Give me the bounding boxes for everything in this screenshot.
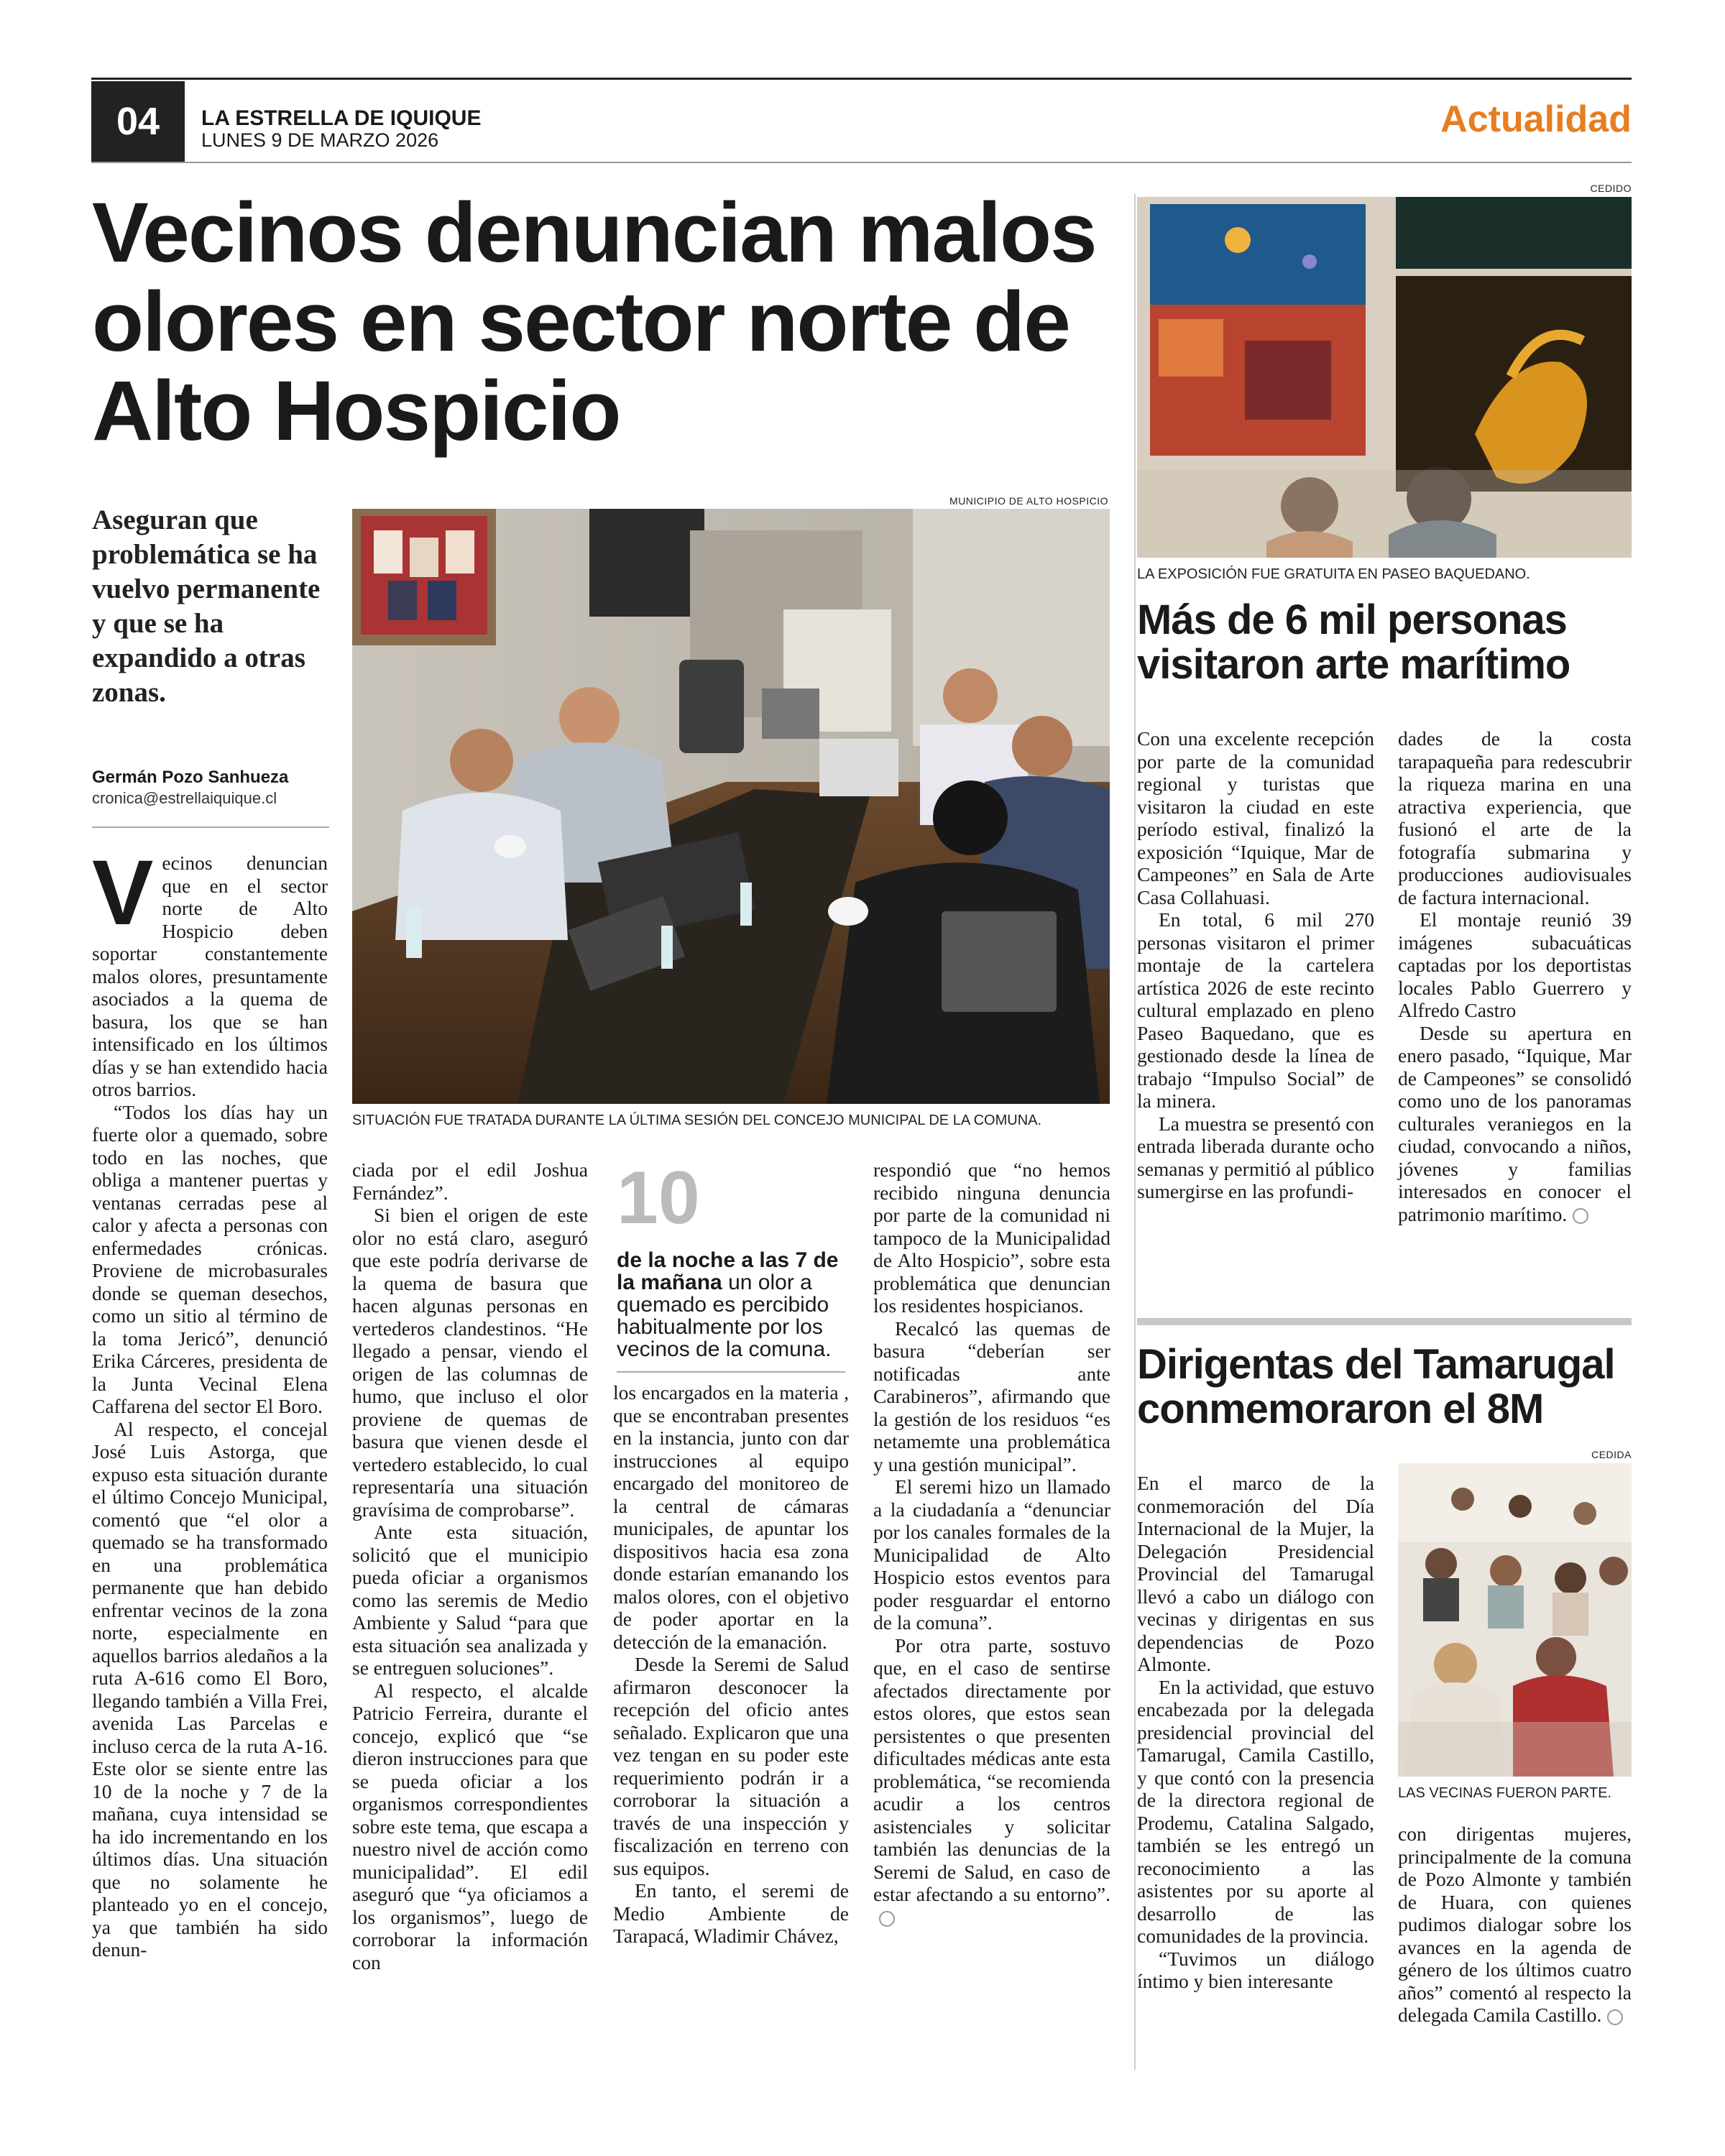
paragraph: respondió que “no hemos recibido ninguna denuncia por parte de la comunidad ni tampoco de la Municipalidad de Alto Hospicio”, sobre esta problemática que denuncian los residentes hospicianos.	[873, 1158, 1110, 1317]
column-divider	[1134, 194, 1136, 2070]
tamarugal-headline: Dirigentas del Tamarugal conmemoraron el 8M	[1137, 1341, 1615, 1432]
art-photo-credit: CEDIDO	[1590, 183, 1632, 194]
pull-quote-text: un olor a quemado es percibido habitualmente por los vecinos de la comuna.	[617, 1271, 832, 1361]
pull-quote-rule	[617, 1371, 845, 1373]
end-of-article-icon	[1573, 1208, 1588, 1224]
council-meeting-photo	[352, 509, 1110, 1104]
drop-cap: V	[92, 842, 154, 944]
header-top-rule	[91, 78, 1632, 80]
paragraph: Desde la Seremi de Salud afirmaron desconocer la recepción del oficio antes señalado. Explicaron que una vez tengan en su poder este requerimiento podrán ir a corroborar la situación a través de una inspección y fiscalización en terreno con sus equipos.	[613, 1653, 849, 1879]
art-headline: Más de 6 mil personas visitaron arte marítimo	[1137, 596, 1570, 688]
header-bottom-rule	[91, 162, 1632, 163]
paragraph: Por otra parte, sostuvo que, en el caso de sentirse afectados directamente por estos olores, que estos sean persistentes o que presenten dificultades médicas ante esta problemática, “se recomienda acudir a los centros asistenciales y solicitar también las denuncias de la Seremi de Salud, en caso de estar afectando a su entorno”.	[873, 1634, 1110, 1905]
tamarugal-column-2	[1398, 1823, 1632, 2027]
paragraph: dades de la costa tarapaqueña para redescubrir la riqueza marina en una atractiva experiencia, que fusionó el arte de la fotografía submarina y producciones audiovisuales de factura internacional.	[1398, 727, 1632, 908]
end-of-article-icon	[1607, 2009, 1623, 2025]
story-divider	[1137, 1318, 1632, 1325]
paragraph: El montaje reunió 39 imágenes subacuáticas captadas por los deportistas locales Pablo Guerrero y Alfredo Castro	[1398, 908, 1632, 1021]
main-column-2	[352, 1158, 588, 1973]
art-photo-caption: LA EXPOSICIÓN FUE GRATUITA EN PASEO BAQUEDANO.	[1137, 566, 1530, 582]
main-photo-credit: MUNICIPIO DE ALTO HOSPICIO	[949, 495, 1108, 507]
main-headline: Vecinos denuncian malos olores en sector norte de Alto Hospicio	[92, 185, 1096, 459]
paragraph: Al respecto, el alcalde Patricio Ferreira, durante el concejo, explicó que “se dieron instrucciones para que se pueda oficiar a los organismos correspondientes sobre este tema, que escapa a nuestro nivel de acción como municipalidad”. El edil aseguró que “ya oficiamos a los organismos”, luego de corroborar la información con	[352, 1679, 588, 1973]
paragraph: Con una excelente recepción por parte de la comunidad regional y turistas que visitaron la ciudad en este período estival, finalizó la exposición “Iquique, Mar de Campeones” en Sala de Arte Casa Collahuasi.	[1137, 727, 1374, 908]
paragraph: Ante esta situación, solicitó que el municipio pueda oficiar a organismos como las seremis de Medio Ambiente y Salud “para que esta situación sea analizada y se entreguen soluciones”.	[352, 1521, 588, 1679]
paragraph: los encargados en la materia , que se encontraban presentes en la instancia, junto con dar instrucciones al equipo encargado del monitoreo de la central de cámaras municipales, de apuntar los dispositivos hacia esa zona donde estarían emanando los malos olores, con el objetivo de poder aportar en la detección de la emanación.	[613, 1381, 849, 1653]
main-column-3	[613, 1381, 849, 1948]
paragraph: Si bien el origen de este olor no está claro, aseguró que este podría derivarse de la quema de basura que hacen algunas personas en vertederos clandestinos. “He llegado a pensar, viendo el origen de las columnas de humo, que incluso el olor proviene de quemas de basura que vienen desde el vertedero establecido, lo cual representaría una situación gravísima de comprobarse”.	[352, 1204, 588, 1521]
art-exhibition-photo	[1137, 197, 1632, 558]
paragraph: En total, 6 mil 270 personas visitaron el primer montaje de la cartelera artística 2026 de este recinto cultural emplazado en pleno Paseo Baquedano, que es gestionado desde la línea de trabajo “Impulso Social” de la minera.	[1137, 908, 1374, 1112]
byline-rule	[92, 826, 329, 828]
paragraph: En el marco de la conmemoración del Día Internacional de la Mujer, la Delegación Presidencial Provincial del Tamarugal llevó a cabo un diálogo con vecinas y dirigentas en sus dependencias de Pozo Almonte.	[1137, 1472, 1374, 1675]
section-name: Actualidad	[1440, 98, 1632, 140]
art-column-2	[1398, 727, 1632, 1225]
tamarugal-women-photo	[1398, 1463, 1632, 1777]
pull-quote	[617, 1249, 845, 1360]
paragraph: ecinos denuncian que en el sector norte de Alto Hospicio deben soportar constantemente malos olores, presuntamente asociados a la quema de basura, los que se han intensificado en los últimos días y se han extendido hacia otros barrios.	[92, 852, 328, 1100]
paragraph: Al respecto, el concejal José Luis Astorga, que expuso esta situación durante el último Concejo Municipal, comentó que “el olor a quemado se ha transformado en una problemática permanente que han debido enfrentar vecinos de la zona norte, especialmente en aquellos barrios aledaños a la ruta A-616 como El Boro, llegando también a Villa Frei, avenida Las Parcelas e incluso cerca de la ruta A-16. Este olor se siente entre las 10 de la noche y 7 de la mañana, cuya intensidad se ha ido incrementando en los últimos días. Una situación que no solamente he planteado yo en el concejo, ya que también ha sido denun-	[92, 1417, 328, 1961]
tamarugal-column-1	[1137, 1472, 1374, 1993]
paragraph: Desde su apertura en enero pasado, “Iquique, Mar de Campeones” se consolidó como uno de los panoramas culturales veraniegos en la ciudad, convocando a niños, jóvenes y familias interesados en conocer el patrimonio marítimo.	[1398, 1021, 1632, 1225]
paragraph: En tanto, el seremi de Medio Ambiente de Tarapacá, Wladimir Chávez,	[613, 1879, 849, 1947]
issue-date: LUNES 9 DE MARZO 2026	[201, 129, 439, 151]
pull-quote-number: 10	[617, 1156, 700, 1240]
paragraph: ciada por el edil Joshua Fernández”.	[352, 1158, 588, 1204]
paragraph: El seremi hizo un llamado a la ciudadanía a “denunciar por los canales formales de la Municipalidad de Alto Hospicio estos eventos para poder resguardar el entorno de la comuna”.	[873, 1475, 1110, 1634]
paragraph: Recalcó las quemas de basura “deberían ser notificadas ante Carabineros”, afirmando que la gestión de los residuos “es netamemte una problemática y una gestión municipal”.	[873, 1317, 1110, 1475]
tamarugal-photo-credit: CEDIDA	[1591, 1449, 1632, 1460]
paragraph: “Todos los días hay un fuerte olor a quemado, sobre todo en las noches, que obliga a mantener puertas y ventanas cerradas pese al calor y afecta a personas con enfermedades crónicas. Proviene de microbasurales donde se queman desechos, como un sitio al término de la toma Jericó”, denunció Erika Cárceres, presidenta de la Junta Vecinal Elena Caffarena del sector El Boro.	[92, 1100, 328, 1417]
paragraph: con dirigentas mujeres, principalmente de la comuna de Pozo Almonte y también de Huara, con quienes pudimos dialogar sobre los avances en la agenda de género de los últimos cuatro años” comentó al respecto la delegada Camila Castillo.	[1398, 1823, 1632, 2026]
main-photo-caption: SITUACIÓN FUE TRATADA DURANTE LA ÚLTIMA SESIÓN DEL CONCEJO MUNICIPAL DE LA COMUNA.	[352, 1112, 1042, 1128]
art-column-1	[1137, 727, 1374, 1203]
author-email[interactable]: cronica@estrellaiquique.cl	[92, 789, 277, 807]
newspaper-name: LA ESTRELLA DE IQUIQUE	[201, 106, 482, 130]
paragraph: “Tuvimos un diálogo íntimo y bien interesante	[1137, 1947, 1374, 1992]
main-column-1	[92, 842, 328, 1961]
pull-quote-bold: de la noche a las 7 de la mañana	[617, 1248, 839, 1294]
paragraph: La muestra se presentó con entrada liberada durante ocho semanas y permitió al público sumergirse en las profundi-	[1137, 1112, 1374, 1202]
tamarugal-photo-caption: LAS VECINAS FUERON PARTE.	[1398, 1785, 1612, 1801]
main-column-4	[873, 1158, 1110, 1928]
paragraph: En la actividad, que estuvo encabezada por la delegada presidencial provincial del Tamarugal, Camila Castillo, y que contó con la presencia de la directora regional de Prodemu, Catalina Salgado, también se les entregó un reconocimiento a las asistentes por su aporte al desarrollo de las comunidades de la provincia.	[1137, 1675, 1374, 1947]
end-of-article-icon	[879, 1911, 895, 1927]
page-number: 04	[91, 81, 185, 162]
author-name: Germán Pozo Sanhueza	[92, 768, 289, 787]
main-subhead: Aseguran que problemática se ha vuelvo permanente y que se ha expandido a otras zonas.	[92, 505, 321, 708]
